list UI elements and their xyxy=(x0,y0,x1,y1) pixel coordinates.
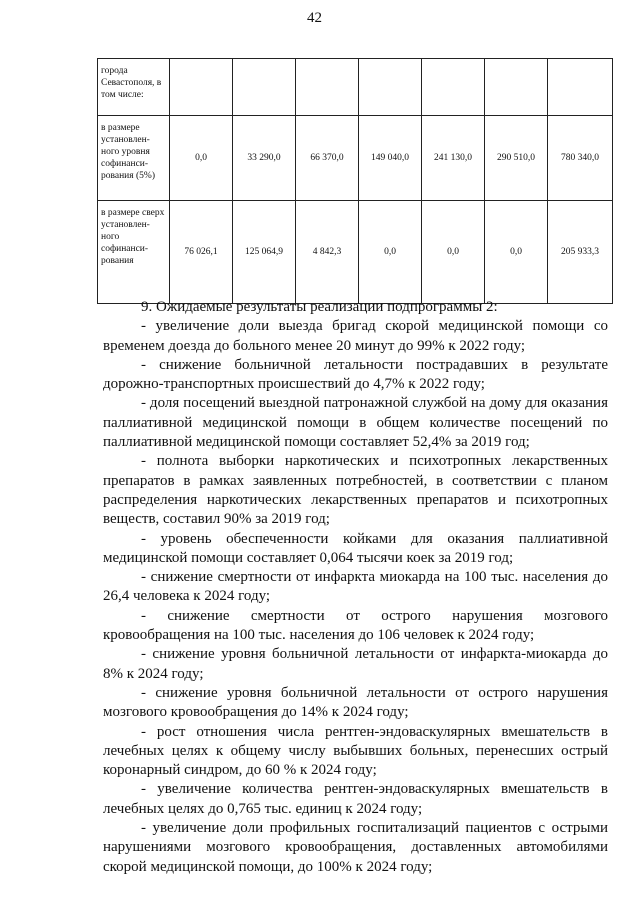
table-row xyxy=(98,116,613,201)
row-label: города Севастополя, в том числе: xyxy=(98,59,170,116)
page-number: 42 xyxy=(307,10,322,26)
result-item: - увеличение доли выезда бригад скорой медицинской помощи со временем доезда до больного менее 20 минут до 99% к 2022 году; xyxy=(103,318,608,354)
table-cell xyxy=(485,59,548,116)
row-label: в размере сверх установлен-ного софинанси-рования xyxy=(98,201,170,304)
result-item: - снижение уровня больничной летальности от острого нарушения мозгового кровообращения до 14% к 2024 году; xyxy=(103,684,608,721)
table-cell xyxy=(296,59,359,116)
result-item: - снижение смертности от острого нарушения мозгового кровообращения на 100 тыс. населения до 106 человек к 2024 году; xyxy=(103,607,608,644)
table-cell: 0,0 xyxy=(422,201,485,304)
table-cell: 205 933,3 xyxy=(548,201,613,304)
table-cell: 76 026,1 xyxy=(170,201,233,304)
table-cell: 0,0 xyxy=(359,201,422,304)
table-cell: 290 510,0 xyxy=(485,116,548,201)
result-item: - доля посещений выездной патронажной службой на дому для оказания паллиативной медицинской помощи в общем количестве посещений по паллиативной медицинской помощи составляет 52,4% за 2019 год; xyxy=(103,395,608,451)
row-label: в размере установлен-ного уровня софинанси-рования (5%) xyxy=(98,116,170,201)
result-item: - снижение смертности от инфаркта миокарда на 100 тыс. населения до 26,4 человека к 2024 году; xyxy=(103,569,608,605)
table-cell: 125 064,9 xyxy=(233,201,296,304)
table-cell: 780 340,0 xyxy=(548,116,613,201)
result-item: - увеличение количества рентген-эндоваскулярных вмешательств в лечебных целях до 0,765 тыс. единиц к 2024 году; xyxy=(103,781,608,817)
table-row xyxy=(98,59,613,116)
table-cell xyxy=(233,59,296,116)
result-item: - снижение уровня больничной летальности от инфаркта-миокарда до 8% к 2024 году; xyxy=(103,646,608,682)
result-item: - снижение больничной летальности пострадавших в результате дорожно-транспортных происшествий до 4,7% к 2022 году; xyxy=(103,356,608,393)
table-cell: 4 842,3 xyxy=(296,201,359,304)
table-cell: 33 290,0 xyxy=(233,116,296,201)
table-cell: 0,0 xyxy=(485,201,548,304)
table-cell xyxy=(422,59,485,116)
expected-results-section xyxy=(103,298,608,877)
result-item: - уровень обеспеченности койками для оказания паллиативной медицинской помощи составляет 0,064 тысячи коек за 2019 год; xyxy=(103,530,608,566)
table-cell: 149 040,0 xyxy=(359,116,422,201)
table-cell xyxy=(548,59,613,116)
result-item: - увеличение доли профильных госпитализаций пациентов с острыми нарушениями мозгового кровообращения, доставленных автомобилями скорой медицинской помощи, до 100% к 2024 году; xyxy=(103,820,608,875)
table-row xyxy=(98,201,613,304)
table-cell: 0,0 xyxy=(170,116,233,201)
budget-table xyxy=(97,58,613,304)
table-cell xyxy=(359,59,422,116)
table-cell xyxy=(170,59,233,116)
table-cell: 241 130,0 xyxy=(422,116,485,201)
result-item: - полнота выборки наркотических и психотропных лекарственных препаратов в рамках заявленных потребностей, в соответствии с планом распределения наркотических лекарственных препаратов и психотропных веществ, составил 90% за 2019 год; xyxy=(103,453,608,528)
result-item: - рост отношения числа рентген-эндоваскулярных вмешательств в лечебных целях к общему числу выбывших больных, перенесших острый коронарный синдром, до 60 % к 2024 году; xyxy=(103,723,608,779)
table-cell: 66 370,0 xyxy=(296,116,359,201)
section-heading: 9. Ожидаемые результаты реализации подпрограммы 2: xyxy=(141,299,498,315)
